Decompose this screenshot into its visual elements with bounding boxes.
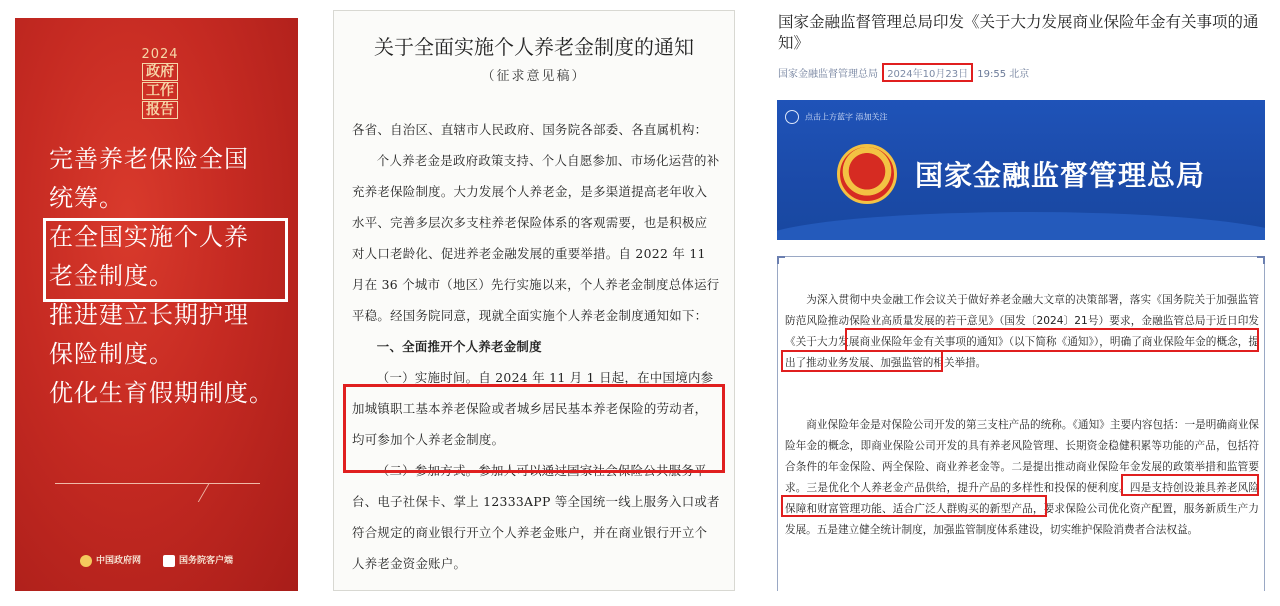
poster-line: 优化生育假期制度。	[49, 379, 274, 407]
report-logo-line: 报告	[142, 101, 178, 119]
gov-site-badge	[80, 553, 141, 567]
gov-site-icon	[80, 555, 92, 567]
article-date: 2024年10月23日	[882, 63, 973, 82]
document-body	[352, 114, 720, 579]
follow-tip-label: 点击上方蓝字 添加关注	[805, 112, 888, 122]
highlight-box	[781, 495, 1047, 517]
app-icon	[163, 555, 175, 567]
tap-icon	[785, 110, 799, 124]
report-logo-year: 2024	[141, 47, 179, 62]
highlight-box	[1121, 474, 1259, 496]
article-paragraph: 为深入贯彻中央金融工作会议关于做好养老金融大文章的决策部署，落实《国务院关于加强监管防范风险推动保险业高质量发展的若干意见》（国发〔2024〕21号）要求，金融监管总局于近日印发《关于大力发展商业保险年金有关事项的通知》（以下简称《通知》），明确了商业保险年金的概念，提出了推动业务发展、加强监管的相关举措。	[785, 294, 1259, 369]
news-article	[773, 8, 1270, 598]
state-council-app-label: 国务院客户端	[179, 556, 234, 567]
national-emblem-icon	[837, 144, 897, 204]
highlight-box	[781, 350, 943, 372]
follow-tip[interactable]	[785, 110, 888, 124]
highlight-box	[343, 384, 725, 473]
article-meta	[778, 63, 1029, 82]
poster-line: 统筹。	[49, 184, 124, 212]
poster-line: 完善养老保险全国	[49, 145, 249, 173]
document-item: （一）实施时间。自 2024 年 11 月 1 日起，在中国境内参加城镇职工基本养老保险或者城乡居民基本养老保险的劳动者，均可参加个人养老金制度。	[352, 370, 714, 447]
article-paragraph: 商业保险年金是对保险公司开发的第三支柱产品的统称。《通知》主要内容包括：一是明确商业保险年金的概念，即商业保险公司开发的具有养老风险管理、长期资金稳健积累等功能的产品，包括符合条件的年金保险、两全保险、商业养老金等。二是提出推动商业保险年金发展的政策举措和监管要求。三是优化个人养老金产品供给，提升产品的多样性和投保的便利度。四是支持创设兼具养老风险保障和财富管理功能、适合广泛人群购买的新型产品，要求保险公司优化资产配置，服务新质生产力发展。五是建立健全统计制度，加强监管制度体系建设，切实维护保险消费者合法权益。	[785, 419, 1259, 536]
poster-line: 保险制度。	[49, 340, 174, 368]
banner-agency-name: 国家金融监督管理总局	[915, 159, 1206, 192]
decorative-notch	[198, 484, 226, 502]
document-title: 关于全面实施个人养老金制度的通知	[374, 35, 694, 59]
decorative-divider	[55, 483, 260, 484]
gov-site-label: 中国政府网	[95, 556, 141, 567]
state-council-app-badge	[163, 553, 233, 567]
frame-corner	[777, 256, 785, 264]
highlight-box	[43, 218, 288, 302]
article-source[interactable]: 国家金融监督管理总局	[778, 69, 878, 80]
article-banner	[777, 100, 1265, 240]
document-paragraph: 个人养老金是政府政策支持、个人自愿参加、市场化运营的补充养老保险制度。大力发展个人养老金，是多渠道提高老年收入水平、完善多层次多支柱养老保险体系的客观需要，也是积极应对人口老龄化、促进养老金融发展的重要举措。自 2022 年 11 月在 36 个城市（地区）先行实施以来，个人养老金制度总体运行平稳。经国务院同意，现就全面实施个人养老金制度通知如下：	[352, 153, 720, 323]
document-subtitle: （征求意见稿）	[481, 69, 587, 84]
poster-footer	[15, 548, 298, 572]
report-logo-line: 工作	[142, 82, 178, 100]
article-time-location: 19:55 北京	[977, 69, 1030, 80]
frame-corner	[1257, 256, 1265, 264]
notice-document	[333, 10, 735, 591]
document-addressee: 各省、自治区、直辖市人民政府、国务院各部委、各直属机构：	[352, 122, 708, 137]
document-item: （二）参加方式。参加人可以通过国家社会保险公共服务平台、电子社保卡、掌上 12333APP 等全国统一线上服务入口或者符合规定的商业银行开立个人养老金账户，并在商业银行开立个人养老金资金账户。	[352, 463, 720, 571]
poster-line: 老金制度。	[49, 262, 174, 290]
report-logo-line: 政府	[142, 63, 178, 81]
report-logo	[134, 48, 186, 120]
frame-top-rule	[777, 256, 1265, 257]
article-title: 国家金融监督管理总局印发《关于大力发展商业保险年金有关事项的通知》	[778, 13, 1259, 52]
document-section-heading: 一、全面推开个人养老金制度	[376, 339, 542, 354]
poster-line: 在全国实施个人养	[49, 223, 249, 251]
banner-wave	[777, 212, 1265, 240]
policy-poster	[15, 18, 298, 591]
highlight-box	[845, 328, 1259, 352]
poster-line: 推进建立长期护理	[49, 301, 249, 329]
